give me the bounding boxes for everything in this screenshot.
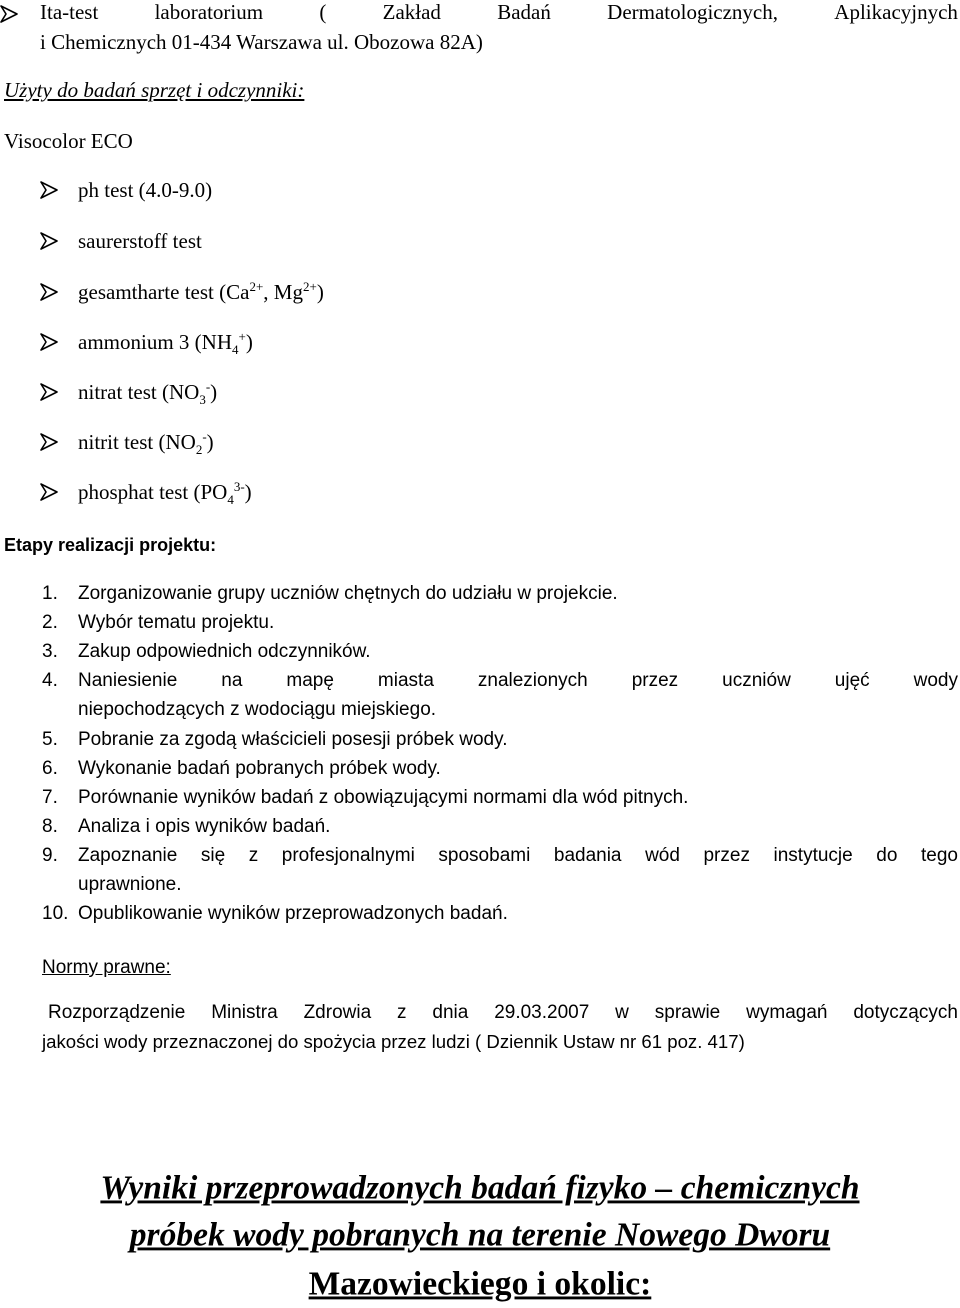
test-item-oxygen	[40, 226, 640, 258]
stage-number: 6.	[42, 758, 58, 779]
stage-text: Porównanie wyników badań z obowiązującymi normami dla wód pitnych.	[78, 787, 689, 808]
subscript: 3	[199, 392, 206, 408]
text-part: )	[245, 330, 253, 354]
subscript: 2	[195, 442, 203, 458]
top-bullet-line2: i Chemicznych 01-434 Warszawa ul. Obozowa 82A)	[40, 30, 483, 54]
stage-item	[42, 608, 274, 637]
text-part: )	[206, 430, 214, 454]
stage-text: Pobranie za zgodą właścicieli posesji próbek wody.	[78, 729, 508, 750]
text-part: )	[210, 380, 218, 404]
text-part: ammonium 3 (NH	[78, 330, 232, 354]
charge: -	[205, 379, 211, 394]
stage-item	[42, 783, 688, 812]
stages-heading: Etapy realizacji projektu:	[4, 535, 217, 555]
text-part: )	[244, 480, 252, 504]
word: wody	[913, 670, 958, 691]
stage-item	[42, 666, 958, 724]
test-item-ammonium	[40, 327, 640, 359]
word: Dermatologicznych,	[607, 0, 779, 24]
top-bullet-line1	[40, 0, 958, 27]
subscript: 4	[227, 492, 234, 508]
word: Ita-test	[40, 0, 99, 24]
test-item-phosphate	[40, 477, 640, 509]
charge: +	[238, 329, 246, 344]
results-title-line3: Mazowieckiego i okolic:	[308, 1264, 652, 1303]
stage-number: 3.	[42, 641, 58, 662]
word: Rozporządzenie	[48, 1002, 186, 1023]
word: uczniów	[722, 670, 791, 691]
legal-line2: jakości wody przeznaczonej do spożycia przez ludzi ( Dziennik Ustaw nr 61 poz. 417)	[42, 1031, 745, 1052]
subscript: 4	[231, 342, 239, 358]
word: (	[319, 0, 327, 24]
equipment-heading: Użyty do badań sprzęt i odczynniki:	[4, 78, 305, 102]
stage-number: 1.	[42, 583, 58, 604]
stage-item	[42, 899, 508, 928]
word: sprawie	[654, 1002, 721, 1023]
stage-text-line2: niepochodzących z wodociągu miejskiego.	[78, 699, 437, 720]
stage-text-line2: uprawnione.	[78, 874, 182, 895]
text-part: )	[316, 280, 324, 304]
test-item-nitrate	[40, 377, 640, 409]
word: laboratorium	[154, 0, 264, 24]
arrow-bullet-icon	[40, 181, 58, 199]
word: przez	[703, 845, 750, 866]
word: 29.03.2007	[494, 1002, 590, 1023]
stage-text-line1	[78, 666, 958, 695]
stage-text: Zakup odpowiednich odczynników.	[78, 641, 371, 662]
stage-number: 4.	[42, 670, 58, 691]
word: mapę	[286, 670, 334, 691]
stage-item	[42, 637, 371, 666]
test-label	[78, 377, 217, 407]
test-label	[78, 277, 324, 307]
word: przez	[631, 670, 679, 691]
stage-number: 7.	[42, 787, 58, 808]
charge: 2+	[302, 279, 317, 294]
results-title-line2: próbek wody pobranych na terenie Nowego Dworu	[129, 1215, 831, 1254]
word: do	[876, 845, 898, 866]
stage-number: 2.	[42, 612, 58, 633]
legal-line1	[48, 998, 958, 1027]
results-title-line1: Wyniki przeprowadzonych badań fizyko – chemicznych	[100, 1168, 860, 1207]
text-part: nitrit test (NO	[78, 430, 196, 454]
word: na	[221, 670, 243, 691]
stage-text: Analiza i opis wyników badań.	[78, 816, 331, 837]
stage-text-line1	[78, 841, 958, 870]
test-item-ph	[40, 175, 640, 207]
text-part: phosphat test (PO	[78, 480, 228, 504]
top-bullet	[0, 0, 960, 64]
word: z	[397, 1002, 407, 1023]
word: tego	[920, 845, 958, 866]
test-item-nitrite	[40, 427, 640, 459]
word: wymagań	[746, 1002, 828, 1023]
word: instytucje	[773, 845, 853, 866]
text-part: , Mg	[263, 280, 303, 304]
word: Ministra	[211, 1002, 278, 1023]
word: Aplikacyjnych	[834, 0, 958, 24]
stage-text: Zorganizowanie grupy uczniów chętnych do udziału w projekcie.	[78, 583, 618, 604]
arrow-bullet-icon	[40, 433, 58, 451]
legal-heading: Normy prawne:	[42, 957, 171, 978]
test-label	[78, 327, 253, 357]
word: ujęć	[834, 670, 870, 691]
stage-item	[42, 812, 330, 841]
stage-item	[42, 754, 441, 783]
word: Zapoznanie	[78, 845, 178, 866]
word: profesjonalnymi	[281, 845, 415, 866]
stage-item	[42, 725, 508, 754]
stage-text: Wybór tematu projektu.	[78, 612, 275, 633]
stage-item	[42, 579, 618, 608]
word: Zakład	[382, 0, 441, 24]
legal-text	[42, 998, 958, 1060]
charge: 2+	[249, 279, 264, 294]
word: sposobami	[438, 845, 531, 866]
stage-number: 8.	[42, 816, 58, 837]
word: Naniesienie	[78, 670, 178, 691]
stage-number: 9.	[42, 845, 58, 866]
test-label: ph test (4.0-9.0)	[78, 178, 213, 202]
arrow-bullet-icon	[40, 333, 58, 351]
test-label	[78, 427, 214, 457]
word: badania	[553, 845, 622, 866]
arrow-bullet-icon	[40, 232, 58, 250]
charge: -	[202, 429, 207, 444]
stage-text: Wykonanie badań pobranych próbek wody.	[78, 758, 441, 779]
word: się	[200, 845, 226, 866]
kit-name: Visocolor ECO	[4, 129, 133, 153]
stage-item	[42, 841, 958, 899]
word: dotyczących	[853, 1002, 958, 1023]
word: znalezionych	[477, 670, 588, 691]
arrow-bullet-icon	[40, 483, 58, 501]
charge: 3-	[233, 479, 245, 494]
word: Badań	[497, 0, 551, 24]
stage-text: Opublikowanie wyników przeprowadzonych badań.	[78, 903, 508, 924]
word: dnia	[432, 1002, 469, 1023]
text-part: gesamtharte test (Ca	[78, 280, 250, 304]
arrow-bullet-icon	[40, 283, 58, 301]
test-label: saurerstoff test	[78, 229, 202, 253]
word: z	[248, 845, 259, 866]
arrow-bullet-icon	[40, 383, 58, 401]
arrow-bullet-icon	[0, 5, 18, 23]
text-part: nitrat test (NO	[78, 380, 200, 404]
word: Zdrowia	[303, 1002, 372, 1023]
word: w	[615, 1002, 629, 1023]
test-label	[78, 477, 252, 507]
word: miasta	[377, 670, 434, 691]
stage-number: 5.	[42, 729, 58, 750]
test-item-hardness	[40, 277, 640, 309]
stage-number: 10.	[42, 903, 69, 924]
word: wód	[645, 845, 680, 866]
